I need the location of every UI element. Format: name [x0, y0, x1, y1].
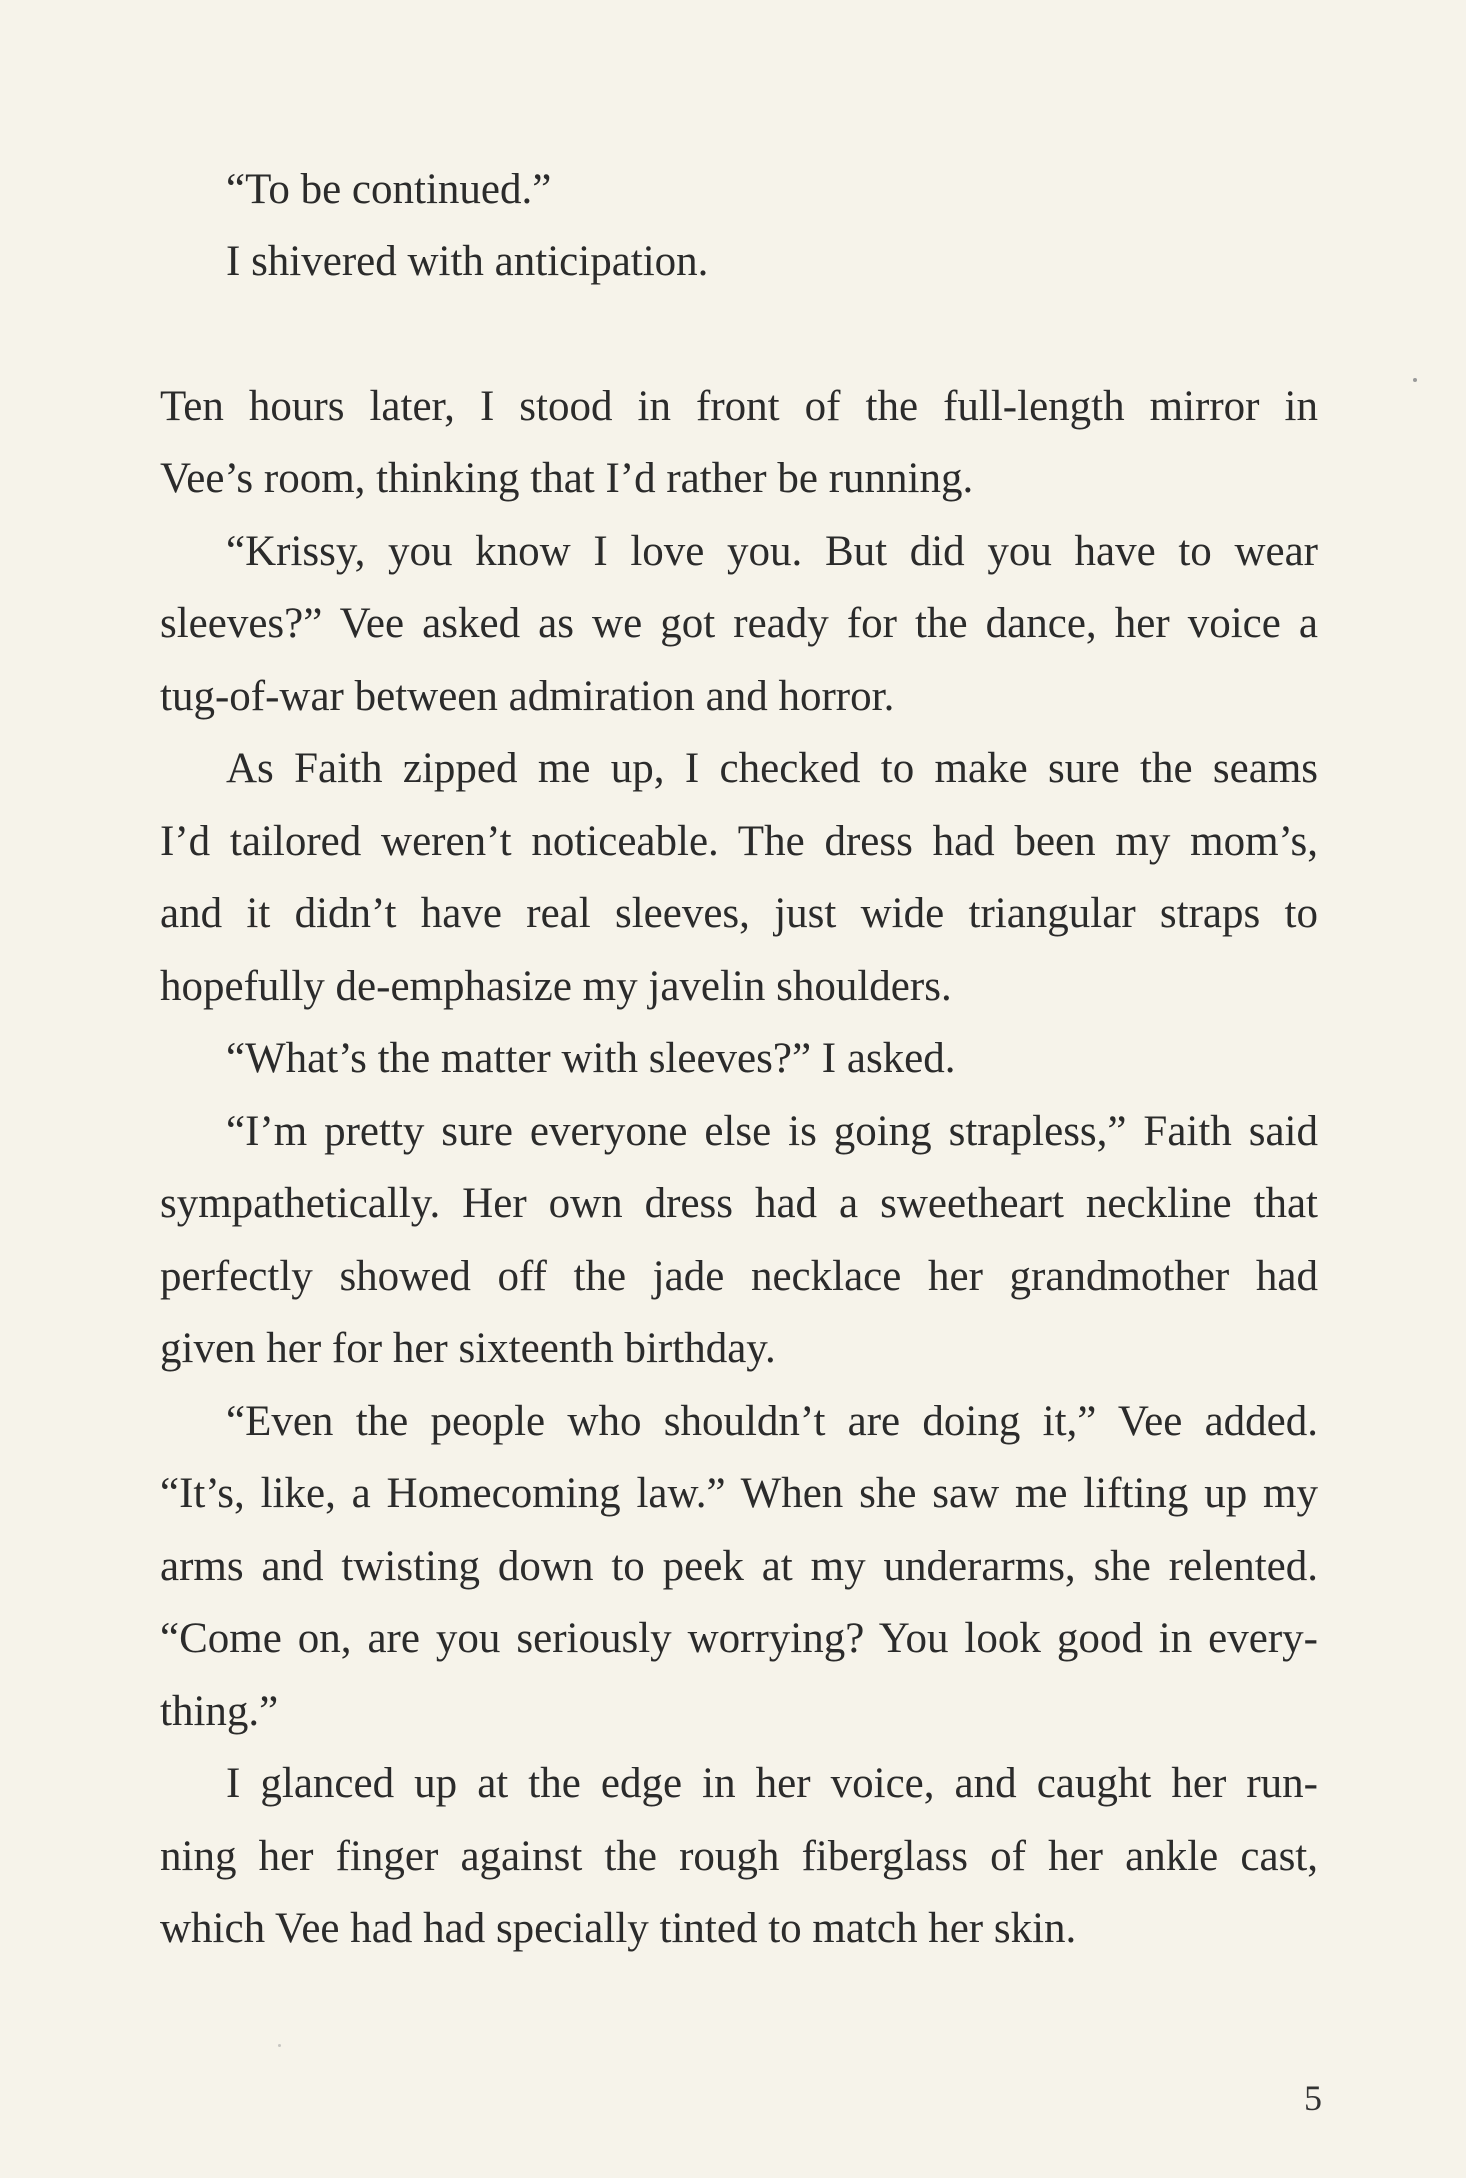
text-line: “Come on, are you seriously worrying? You look good in every- [160, 1615, 1318, 1662]
text-line: “To be continued.” [226, 166, 552, 213]
text-line: Ten hours later, I stood in front of the full-length mirror in [160, 383, 1318, 430]
text-line: I shivered with anticipation. [226, 238, 709, 285]
text-line: tug-of-war between admiration and horror. [160, 673, 895, 720]
text-line: given her for her sixteenth birthday. [160, 1325, 776, 1372]
text-line: arms and twisting down to peek at my underarms, she relented. [160, 1543, 1318, 1590]
text-line: thing.” [160, 1688, 279, 1735]
paper-speck [278, 2044, 281, 2047]
page-number: 5 [1304, 2078, 1322, 2118]
text-line: “What’s the matter with sleeves?” I asked. [226, 1035, 956, 1082]
text-line: Vee’s room, thinking that I’d rather be running. [160, 455, 974, 502]
text-line: As Faith zipped me up, I checked to make sure the seams [226, 745, 1318, 792]
text-line: hopefully de-emphasize my javelin shoulders. [160, 963, 952, 1010]
text-line: which Vee had had specially tinted to match her skin. [160, 1905, 1077, 1952]
text-line: sleeves?” Vee asked as we got ready for the dance, her voice a [160, 600, 1318, 647]
text-line: perfectly showed off the jade necklace her grandmother had [160, 1253, 1318, 1300]
paper-speck [1413, 378, 1417, 382]
text-line: I’d tailored weren’t noticeable. The dress had been my mom’s, [160, 818, 1318, 865]
text-line: “Even the people who shouldn’t are doing it,” Vee added. [226, 1398, 1318, 1445]
text-line: “I’m pretty sure everyone else is going strapless,” Faith said [226, 1108, 1318, 1155]
text-line: sympathetically. Her own dress had a sweetheart neckline that [160, 1180, 1318, 1227]
text-line: I glanced up at the edge in her voice, and caught her run- [226, 1760, 1318, 1807]
text-line: “Krissy, you know I love you. But did you have to wear [226, 528, 1318, 575]
text-line: ning her finger against the rough fiberglass of her ankle cast, [160, 1833, 1318, 1880]
text-line: “It’s, like, a Homecoming law.” When she saw me lifting up my [160, 1470, 1318, 1517]
text-line: and it didn’t have real sleeves, just wide triangular straps to [160, 890, 1318, 937]
